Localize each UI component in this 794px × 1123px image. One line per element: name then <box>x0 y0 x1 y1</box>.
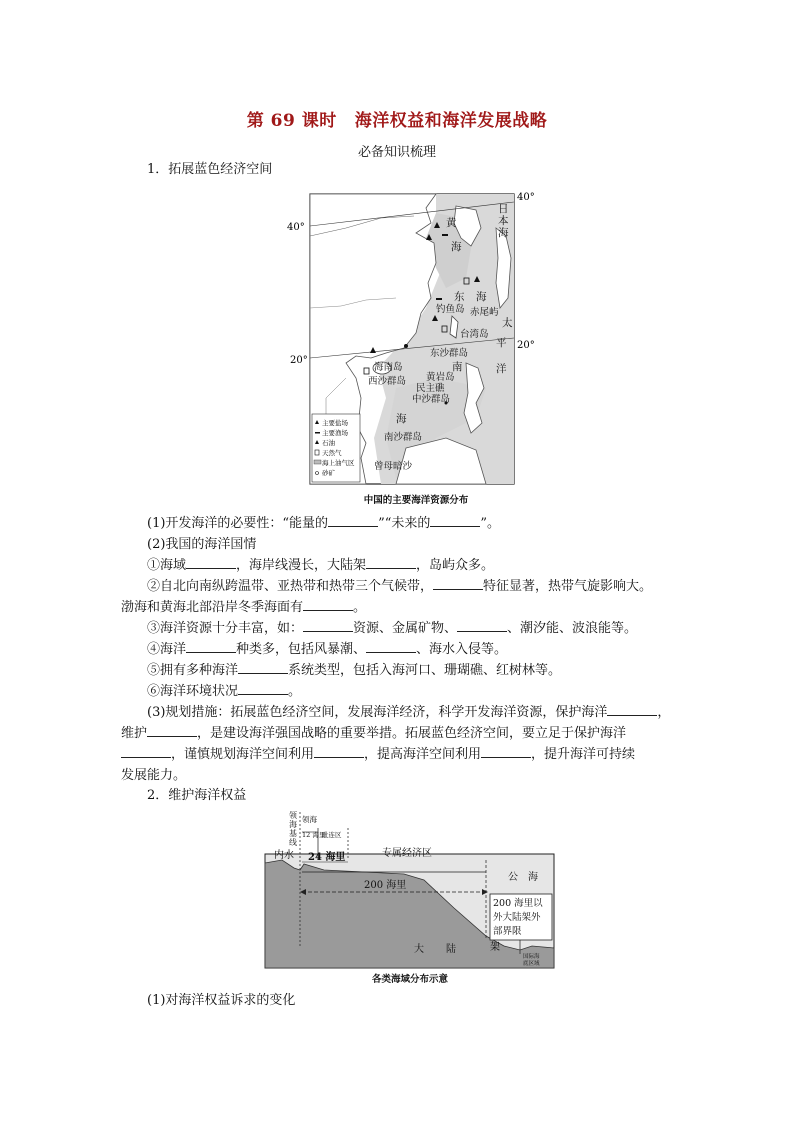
item-2-text: ②自北向南纵跨温带、亚热带和热带三个气候带， <box>147 579 434 594</box>
lat-label-40-right: 40° <box>517 192 535 203</box>
answer-blank[interactable] <box>607 703 657 716</box>
answer-blank[interactable] <box>238 661 288 674</box>
label-xisha: 西沙群岛 <box>368 376 407 387</box>
answer-blank[interactable] <box>303 619 353 632</box>
question-2-heading: (2)我国的海洋国情 <box>147 537 257 552</box>
shelf-note-2: 外大陆架外 <box>493 912 541 923</box>
eez-label: 专属经济区 <box>382 848 432 859</box>
q1-text-2: ”“未来的 <box>378 516 431 531</box>
section-subtitle: 必备知识梳理 <box>357 145 436 160</box>
fishery-icon <box>442 234 448 236</box>
label-huangyan: 黄岩岛 <box>426 372 455 383</box>
page-title <box>0 106 794 131</box>
section-heading-2: 2．维护海洋权益 <box>147 788 247 803</box>
item-4 <box>147 640 507 660</box>
label-japan-3: 海 <box>498 227 509 239</box>
diagram-caption: 各类海域分布示意 <box>371 974 448 985</box>
oilgas-zone-icon <box>314 460 321 464</box>
lat-label-20-right: 20° <box>517 340 535 351</box>
seabed-label-1: 国际海 <box>523 954 540 960</box>
label-taiwan: 台湾岛 <box>460 329 489 340</box>
answer-blank[interactable] <box>366 556 416 569</box>
baseline-label-1: 领 <box>289 811 297 820</box>
plan-line-1 <box>147 703 670 723</box>
plan-text: 维护 <box>121 726 148 741</box>
shelf-note-3: 部界限 <box>493 926 522 937</box>
label-zengmu: 曾母暗沙 <box>374 461 413 472</box>
answer-blank[interactable] <box>186 640 236 653</box>
plan-line-2 <box>121 724 626 744</box>
question-1 <box>147 514 500 534</box>
label-dongsha: 东沙群岛 <box>430 348 469 359</box>
item-2-cont <box>121 598 366 618</box>
baseline-label-4: 线 <box>289 838 297 847</box>
item-1 <box>147 556 494 576</box>
title-topic: 海洋权益和海洋发展战略 <box>354 111 548 131</box>
map-legend <box>312 414 360 482</box>
title-lesson: 第 69 课时 <box>246 111 337 131</box>
plan-text: ， <box>657 705 671 720</box>
label-yang: 洋 <box>496 363 507 375</box>
answer-blank[interactable] <box>147 724 197 737</box>
item-2 <box>147 577 652 597</box>
label-diaoyu: 钓鱼岛 <box>436 304 465 315</box>
section-heading-1: 1．拓展蓝色经济空间 <box>147 162 273 177</box>
territorial-sea-label: 领海 <box>302 815 317 824</box>
plan-line-4: 发展能力。 <box>121 768 187 783</box>
item-3-text: 资源、金属矿物、 <box>353 621 458 636</box>
inner-water-label: 内水 <box>274 850 294 861</box>
item-2-text: 。 <box>353 600 367 615</box>
item-6-text: ⑥海洋环境状况 <box>147 684 239 699</box>
contiguous-zone-label: 毗连区 <box>322 831 342 839</box>
item-4-text: ④海洋 <box>147 642 187 657</box>
continent-label-2: 陆 <box>446 944 456 955</box>
answer-blank[interactable] <box>238 682 288 695</box>
shelf-label: 架 <box>490 942 500 953</box>
legend-placer: 砂矿 <box>322 469 335 477</box>
label-ping: 平 <box>496 337 507 349</box>
item-1-text: ①海域 <box>147 558 187 573</box>
item-6 <box>147 682 301 702</box>
label-nan: 南 <box>452 361 463 373</box>
label-nan-hai: 海 <box>396 413 407 425</box>
resource-map <box>286 188 546 490</box>
plan-text: ，谨慎规划海洋空间利用 <box>171 747 315 762</box>
lat-label-20-left: 20° <box>290 355 308 366</box>
twentyfour-nm-label: 24 海里 <box>308 852 346 863</box>
label-dong: 东 <box>454 291 465 303</box>
baseline-label-3: 基 <box>289 829 297 838</box>
label-huang: 黄 <box>446 217 457 229</box>
baseline-label-2: 海 <box>289 820 297 829</box>
legend-oilgas-zone: 海上油气区 <box>322 459 355 467</box>
answer-blank[interactable] <box>457 619 507 632</box>
item-4-text: 、海水入侵等。 <box>416 642 508 657</box>
label-chiwei: 赤尾屿 <box>470 307 499 318</box>
legend-oil: 石油 <box>322 439 335 447</box>
legend-gas: 天然气 <box>322 449 342 457</box>
item-4-text: 种类多，包括风暴潮、 <box>236 642 367 657</box>
plan-text: ，提升海洋可持续 <box>531 747 636 762</box>
q1-text-1: (1)开发海洋的必要性：“能量的 <box>147 516 329 531</box>
plan-text: ，提高海洋空间利用 <box>364 747 482 762</box>
fishery-icon <box>315 432 320 434</box>
high-seas-label: 公 海 <box>508 872 538 883</box>
item-3-text: ③海洋资源十分丰富，如： <box>147 621 304 636</box>
answer-blank[interactable] <box>481 745 531 758</box>
label-nansha: 南沙群岛 <box>384 432 423 443</box>
item-5 <box>147 661 561 681</box>
label-japan-1: 日 <box>498 203 509 215</box>
map-caption: 中国的主要海洋资源分布 <box>363 495 469 506</box>
maritime-zones-diagram <box>264 808 556 970</box>
plan-text: (3)规划措施：拓展蓝色经济空间，发展海洋经济，科学开发海洋资源，保护海洋 <box>147 705 608 720</box>
answer-blank[interactable] <box>430 514 480 527</box>
label-minzhu: 民主礁 <box>416 383 445 394</box>
legend-fishery: 主要渔场 <box>322 429 348 437</box>
label-dong-hai: 海 <box>476 291 487 303</box>
answer-blank[interactable] <box>366 640 416 653</box>
item-5-text: ⑤拥有多种海洋 <box>147 663 239 678</box>
answer-blank[interactable] <box>314 745 364 758</box>
twohundred-nm-label: 200 海里 <box>364 880 407 891</box>
continent-label: 大 <box>414 944 424 955</box>
label-hainan: 海南岛 <box>374 362 403 373</box>
answer-blank[interactable] <box>433 577 483 590</box>
shelf-note-1: 200 海里以 <box>493 898 543 909</box>
label-japan-2: 本 <box>498 215 509 227</box>
item-3 <box>147 619 637 639</box>
plan-line-3 <box>121 745 635 765</box>
seabed-label-2: 底区域 <box>523 961 540 967</box>
item-2-text: 特征显著，热带气旋影响大。 <box>483 579 653 594</box>
item-1-text: ，岛屿众多。 <box>416 558 495 573</box>
legend-salt: 主要盐场 <box>322 419 348 427</box>
item-3-text: 、潮汐能、波浪能等。 <box>507 621 638 636</box>
lat-label-40-left: 40° <box>287 222 305 233</box>
item-6-text: 。 <box>288 684 302 699</box>
item-2-text: 渤海和黄海北部沿岸冬季海面有 <box>121 600 304 615</box>
answer-blank[interactable] <box>328 514 378 527</box>
item-1-text: ，海岸线漫长，大陆架 <box>236 558 367 573</box>
item-5-text: 系统类型，包括入海河口、珊瑚礁、红树林等。 <box>288 663 562 678</box>
fishery-icon <box>436 298 442 300</box>
label-tai: 太 <box>502 317 513 329</box>
q1-text-3: ”。 <box>480 516 501 531</box>
answer-blank[interactable] <box>186 556 236 569</box>
twelve-nm-label: 12 海里 <box>302 831 326 839</box>
label-hai: 海 <box>451 241 462 253</box>
plan-text: ，是建设海洋强国战略的重要举措。拓展蓝色经济空间，要立足于保护海洋 <box>197 726 627 741</box>
label-zhongsha: 中沙群岛 <box>412 394 451 405</box>
question-last: (1)对海洋权益诉求的变化 <box>147 993 296 1008</box>
placer-icon <box>404 344 408 348</box>
answer-blank[interactable] <box>121 745 171 758</box>
answer-blank[interactable] <box>303 598 353 611</box>
